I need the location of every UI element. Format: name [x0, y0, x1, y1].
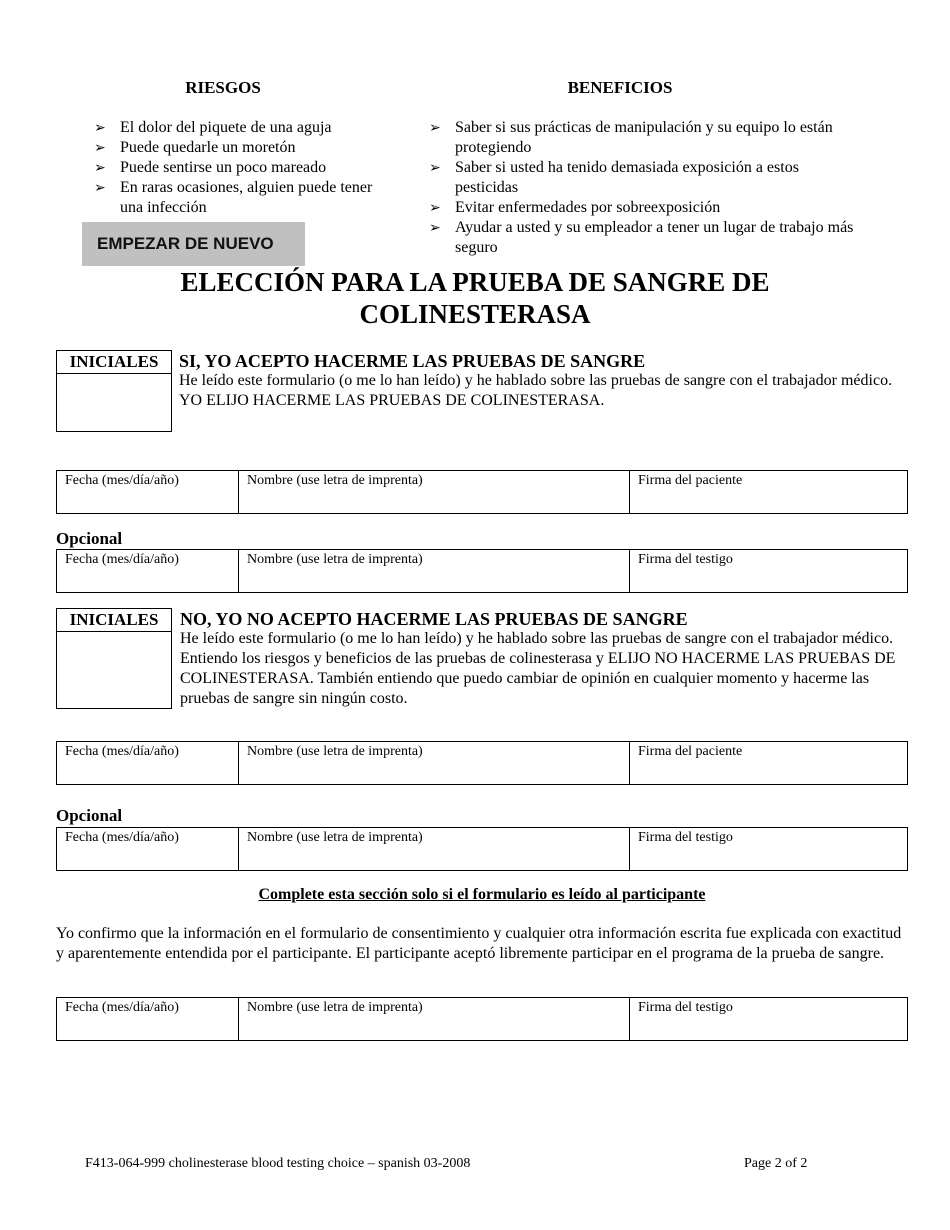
- arrow-bullet-icon: ➢: [94, 120, 106, 136]
- date-field[interactable]: Fecha (mes/día/año): [65, 744, 179, 759]
- decline-body: He leído este formulario (o me lo han leído) y he hablado sobre las pruebas de sangre con el trabajador médico. Entiendo los riesgos y beneficios de las pruebas de colinesterasa y ELIJO NO HACERME LAS PRUEBAS DE COLINESTERASA. También entiendo que puedo cambiar de opinión en cualquier momento y hacerme las pruebas de sangre sin ningún costo.: [180, 630, 896, 707]
- signature-row-accept-witness: [56, 549, 908, 593]
- reader-section-body: Yo confirmo que la información en el formulario de consentimiento y cualquier otra información escrita fue explicada con exactitud y aparentemente entendida por el participante. El participante aceptó libremente participar en el programa de la prueba de sangre.: [56, 925, 902, 962]
- page-number: Page 2 of 2: [744, 1156, 808, 1171]
- patient-signature-field[interactable]: Firma del paciente: [629, 471, 907, 513]
- accept-section: [179, 351, 899, 411]
- list-item: ➢ Puede quedarle un moretón: [94, 139, 296, 156]
- list-item: ➢ Evitar enfermedades por sobreexposición: [429, 199, 721, 216]
- decline-initials-box: [56, 608, 172, 709]
- date-field[interactable]: Fecha (mes/día/año): [65, 473, 179, 488]
- arrow-bullet-icon: ➢: [429, 120, 441, 136]
- list-item: ➢ Puede sentirse un poco mareado: [94, 159, 327, 176]
- benefits-title: BENEFICIOS: [567, 78, 673, 97]
- witness-signature-field[interactable]: Firma del testigo: [629, 550, 907, 592]
- date-field[interactable]: Fecha (mes/día/año): [65, 1000, 179, 1015]
- list-item: ➢ Ayudar a usted y su empleador a tener un lugar de trabajo más seguro: [429, 219, 854, 256]
- patient-signature-field[interactable]: Firma del paciente: [629, 742, 907, 784]
- page-title: [60, 266, 890, 330]
- title-line-2: COLINESTERASA: [359, 299, 591, 329]
- accept-body: He leído este formulario (o me lo han leído) y he hablado sobre las pruebas de sangre con el trabajador médico.: [179, 372, 893, 389]
- arrow-bullet-icon: ➢: [429, 220, 441, 236]
- arrow-bullet-icon: ➢: [94, 180, 106, 196]
- optional-label: Opcional: [56, 806, 123, 825]
- accept-initials-field[interactable]: [57, 374, 171, 431]
- decline-section: [180, 609, 900, 709]
- arrow-bullet-icon: ➢: [429, 160, 441, 176]
- initials-label: INICIALES: [57, 609, 171, 632]
- signature-row-reader-witness: [56, 997, 908, 1041]
- risks-list: [90, 118, 380, 218]
- arrow-bullet-icon: ➢: [94, 140, 106, 156]
- arrow-bullet-icon: ➢: [94, 160, 106, 176]
- name-field[interactable]: Nombre (use letra de imprenta): [238, 471, 629, 513]
- reader-section-heading: Complete esta sección solo si el formulario es leído al participante: [258, 886, 706, 903]
- witness-signature-field[interactable]: Firma del testigo: [629, 998, 907, 1040]
- name-field[interactable]: Nombre (use letra de imprenta): [238, 828, 629, 870]
- accept-initials-box: [56, 350, 172, 432]
- name-field[interactable]: Nombre (use letra de imprenta): [238, 998, 629, 1040]
- optional-label: Opcional: [56, 529, 123, 548]
- list-item: ➢ Saber si sus prácticas de manipulación y su equipo lo están protegiendo: [429, 119, 833, 156]
- name-field[interactable]: Nombre (use letra de imprenta): [238, 550, 629, 592]
- accept-choice: YO ELIJO HACERME LAS PRUEBAS DE COLINESTERASA.: [179, 392, 605, 409]
- date-field[interactable]: Fecha (mes/día/año): [65, 552, 179, 567]
- reset-form-button[interactable]: EMPEZAR DE NUEVO: [82, 222, 305, 266]
- signature-row-decline-patient: [56, 741, 908, 785]
- date-field[interactable]: Fecha (mes/día/año): [65, 830, 179, 845]
- list-item: ➢ En raras ocasiones, alguien puede tener una infección: [94, 179, 373, 216]
- decline-heading: NO, YO NO ACEPTO HACERME LAS PRUEBAS DE SANGRE: [180, 609, 688, 629]
- initials-label: INICIALES: [57, 351, 171, 374]
- witness-signature-field[interactable]: Firma del testigo: [629, 828, 907, 870]
- list-item: ➢ Saber si usted ha tenido demasiada exposición a estos pesticidas: [429, 159, 799, 196]
- name-field[interactable]: Nombre (use letra de imprenta): [238, 742, 629, 784]
- signature-row-accept-patient: [56, 470, 908, 514]
- risks-title: RIESGOS: [185, 78, 261, 97]
- list-item: ➢ El dolor del piquete de una aguja: [94, 119, 332, 136]
- decline-initials-field[interactable]: [57, 632, 171, 708]
- title-line-1: ELECCIÓN PARA LA PRUEBA DE SANGRE DE: [180, 267, 770, 297]
- accept-heading: SI, YO ACEPTO HACERME LAS PRUEBAS DE SANGRE: [179, 351, 646, 371]
- signature-row-decline-witness: [56, 827, 908, 871]
- benefits-list: [425, 118, 865, 258]
- arrow-bullet-icon: ➢: [429, 200, 441, 216]
- form-id: F413-064-999 cholinesterase blood testing choice – spanish 03-2008: [85, 1156, 471, 1171]
